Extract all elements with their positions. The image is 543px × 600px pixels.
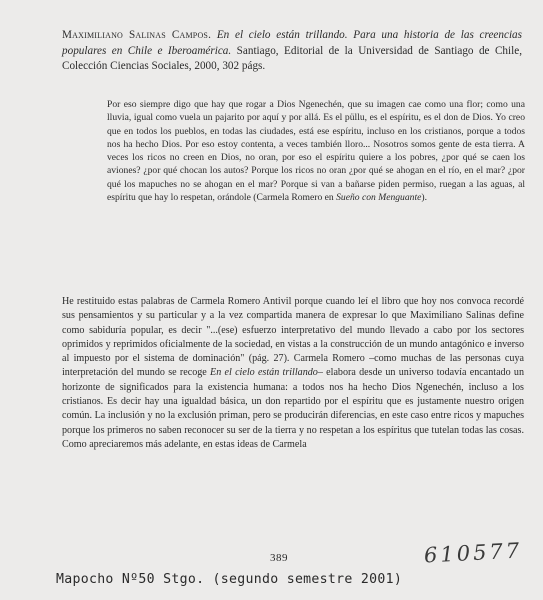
quote-source-title: Sueño con Menguante [336, 192, 422, 204]
journal-stamp: Mapocho Nº50 Stgo. (segundo semestre 2001) [56, 572, 403, 587]
body-paragraph [62, 295, 524, 452]
epigraph-quote [107, 98, 525, 204]
handwritten-note: 610577 [423, 538, 523, 568]
quote-end: ). [421, 192, 427, 204]
body-part-2: – elabora desde un universo todavía encantado un horizonte de significados para la existencia humana: a todos nos ha hecho Dios Ngenechén, incluso a los cristianos. Es decir hay una igualdad básica, un don repartido por el espíritu que es justamente nuestro origen común. La inclusión y no la exclusión priman, pero se producirán diferencias, en este caso entre ricos y mapuches porque los primeros no saben reconocer su ser de la tierra y no respetan a los espíritus que tutelan todas las cosas. Como apreciaremos más adelante, en estas ideas de Carmela [62, 367, 524, 450]
citation-publication: Santiago, Editorial de la Universidad de Santiago de Chile, Colección Ciencias Sociales, 2000, 302 págs. [62, 44, 523, 73]
quote-text: Por eso siempre digo que hay que rogar a Dios Ngenechén, que su imagen cae como una flor; como una lluvia, igual como vuela un pajarito por aquí y por allá. Es el püllu, es el espíritu, es el don de Dios. Yo creo que en todos los pueblos, en todas las ciudades, está ese espíritu, incluso en los cristianos, porque a todos nos ha hecho Dios. Por eso estoy contenta, a veces también lloro... Nosotros somos gente de esta tierra. A veces los ricos no creen en Dios, no oran, por eso el espíritu quiere a los pobres, ¿por qué se caen los aviones? ¿por qué chocan los autos? Porque los ricos no oran ¿por qué se ahogan en el río, en el mar? ¿por qué los mapuches no se ahogan en el mar? Porque si van a bañarse piden permiso, ruegan a las aguas, al espíritu que hay lo respetan, orándole (Carmela Romero en [107, 99, 525, 204]
citation-title: En el cielo están trillando. Para una historia de las creencias populares en Chile e Iberoamérica. [62, 29, 522, 57]
body-part-1: He restituido estas palabras de Carmela Romero Antivil porque cuando leí el libro que hoy nos convoca recordé sus pensamientos y su particular y a la vez compartida manera de expresar lo que Maximiliano Salinas define como sabiduría popular, es decir "...(ese) esfuerzo interpretativo del mundo llevado a cabo por los sectores oprimidos y reprimidos oficialmente de la sociedad, en vistas a la construcción de un mundo antagónico e inverso al impuesto por el sistema de dominación" (pág. 27). Carmela Romero –como muchas de las personas cuya interpretación del mundo se recoge [62, 296, 524, 379]
citation-author: Maximiliano Salinas Campos. [62, 29, 212, 41]
page-number: 389 [270, 552, 288, 564]
body-book-title: En el cielo están trillando [210, 367, 318, 379]
book-citation [62, 28, 522, 75]
